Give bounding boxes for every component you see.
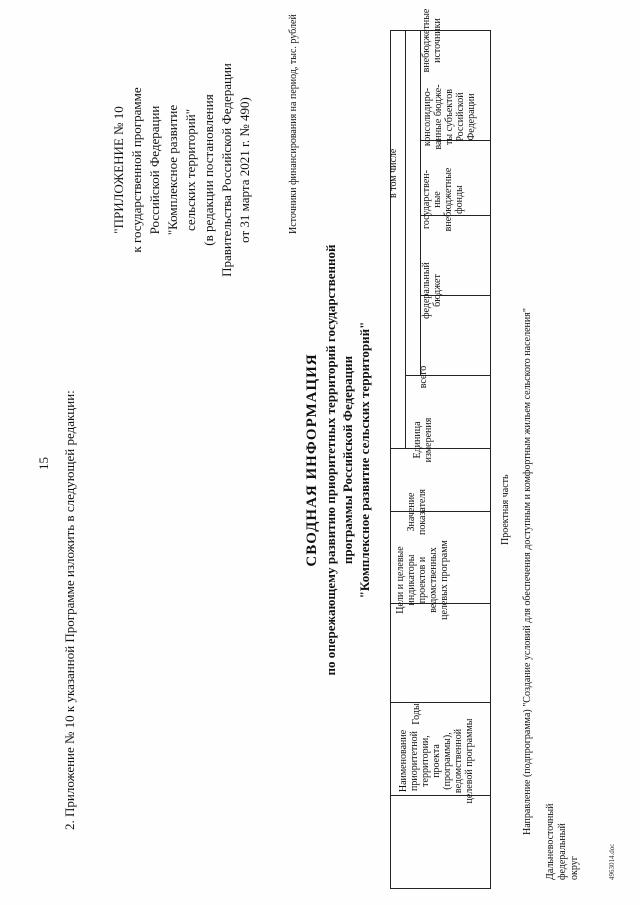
district-label: Дальневосточный федеральный округ — [545, 803, 580, 880]
header-sources: Источники финансирования на период, тыс. рублей — [288, 14, 300, 234]
appendix-line: к государственной программе — [129, 87, 144, 253]
appendix-line: "ПРИЛОЖЕНИЕ № 10 — [111, 106, 126, 234]
table-border — [390, 888, 491, 889]
page-number: 15 — [36, 457, 51, 470]
heading-title: СВОДНАЯ ИНФОРМАЦИЯ — [304, 353, 320, 567]
heading-subtitle: по опережающему развитию приоритетных территорий государственной программы Российской Федерации — [323, 244, 355, 676]
project-part-label: Проектная часть — [500, 474, 511, 545]
header-including: в том числе — [388, 148, 400, 198]
appendix-line: сельских территорий" — [183, 108, 198, 232]
header-state-funds: государствен-ные внебюджетные фонды — [421, 167, 465, 231]
header-regional: консолидиро-ванные бюдже-ты субъектов Российской Федерации — [421, 83, 477, 150]
header-total: всего — [418, 365, 429, 388]
appendix-block — [110, 50, 254, 290]
appendix-line: от 31 марта 2021 г. № 490) — [237, 97, 252, 243]
document-code: 4963014.doc — [608, 843, 616, 880]
appendix-line: Российской Федерации — [147, 105, 162, 235]
intro-text: 2. Приложение № 10 к указанной Программе изложить в следующей редакции: — [62, 390, 77, 830]
header-goals: Цели и целевые индикаторы проектов и ведомственных целевых программ — [394, 539, 450, 620]
table-border — [490, 30, 491, 888]
header-name: Наименование приоритетной территории, проекта (программы), ведомственной целевой программы — [397, 718, 475, 803]
appendix-line: (в редакции постановления — [201, 94, 216, 246]
header-extra: внебюджетные источники — [421, 8, 443, 72]
header-value: Значение показателя — [405, 488, 428, 535]
header-years: Годы — [410, 702, 422, 725]
document-heading — [302, 220, 373, 700]
appendix-line: "Комплексное развитие — [165, 104, 180, 236]
header-federal: федеральный бюджет — [421, 261, 443, 319]
heading-program: "Комплексное развитие сельских территорий" — [357, 321, 372, 599]
header-unit: Единица измерения — [411, 417, 434, 463]
direction-label: Направление (подпрограмма) "Создание условий для обеспечения доступным и комфортным жильем сельского населения" — [522, 308, 533, 835]
appendix-line: Правительства Российской Федерации — [219, 63, 234, 277]
